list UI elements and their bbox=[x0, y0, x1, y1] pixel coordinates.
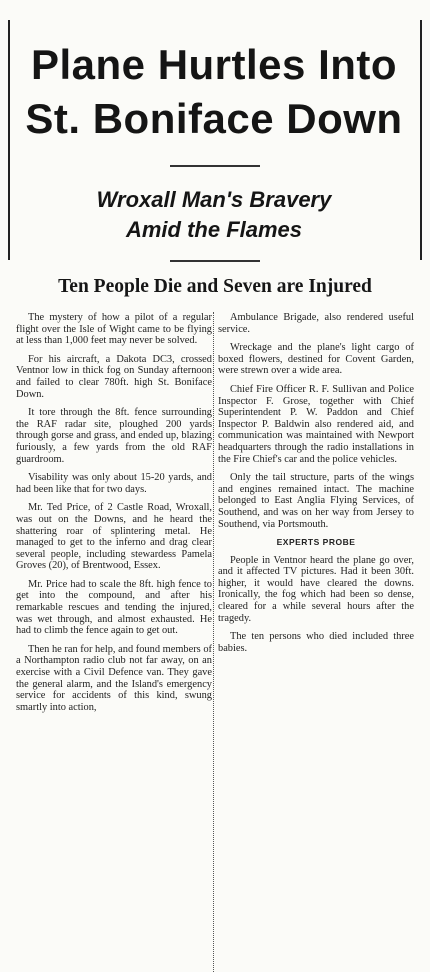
article-column-right bbox=[218, 312, 414, 661]
paragraph: Ambulance Brigade, also rendered useful service. bbox=[218, 312, 414, 335]
section-heading-experts-probe: EXPERTS PROBE bbox=[276, 537, 356, 548]
paragraph: Mr. Ted Price, of 2 Castle Road, Wroxall, was out on the Downs, and he heard the shattering roar of splintering metal. He managed to get to the inferno and drag clear several people, including stewardess Pamela Groves (20), of Brentwood, Essex. bbox=[16, 502, 212, 572]
headline-line-2: St. Boniface Down bbox=[25, 95, 403, 142]
subheadline-line-2: Amid the Flames bbox=[125, 217, 303, 242]
paragraph: Mr. Price had to scale the 8ft. high fence to get into the compound, and after his remarkable rescues and tending the injured, was wet through, and almost exhausted. He had to climb the fence again to get out. bbox=[16, 578, 212, 637]
divider-rule-bottom bbox=[170, 260, 260, 262]
headline bbox=[10, 38, 418, 146]
paragraph: Then he ran for help, and found members of a Northampton radio club not far away, on an exercise with a Civil Defence van. They gave the general alarm, and the Island's emergency service for accidents of this kind, swung smartly into action, bbox=[16, 643, 212, 713]
divider-rule-top bbox=[170, 165, 260, 167]
subheadline bbox=[10, 185, 418, 245]
paragraph: Chief Fire Officer R. F. Sullivan and Police Inspector F. Grose, together with Chief Superintendent P. W. Paddon and Chief Inspector P. Baldwin also rendered aid, and communication was maintained with Newport headquarters through the radio installations in the Fire Chief's car and the police vehicles. bbox=[218, 383, 414, 465]
paragraph: It tore through the 8ft. fence surrounding the RAF radar site, ploughed 200 yards through gorse and grass, and ended up, blazing furiously, a few yards from the old RAF guardroom. bbox=[16, 407, 212, 465]
paragraph: For his aircraft, a Dakota DC3, crossed Ventnor low in thick fog on Sunday afternoon and failed to clear 780ft. high St. Boniface Down. bbox=[16, 353, 212, 400]
paragraph: Only the tail structure, parts of the wings and engines remained intact. The machine belonged to East Anglia Flying Services, of Southend, and was on her way from Jersey to Southend, via Portsmouth. bbox=[218, 472, 414, 530]
paragraph: Visability was only about 15-20 yards, and had been like that for two days. bbox=[16, 472, 212, 495]
paragraph: The ten persons who died included three babies. bbox=[218, 631, 414, 654]
headline-line-1: Plane Hurtles Into bbox=[30, 41, 398, 88]
paragraph: Wreckage and the plane's light cargo of boxed flowers, destined for Covent Garden, were strewn over a wide area. bbox=[218, 342, 414, 377]
paragraph: People in Ventnor heard the plane go over, and it affected TV pictures. Had it been 30ft. higher, it would have cleared the downs. Ironically, the fog which had been so dense, cleared for a while several hours after the tragedy. bbox=[218, 554, 414, 624]
column-divider bbox=[213, 312, 214, 972]
deck-headline: Ten People Die and Seven are Injured bbox=[58, 276, 372, 297]
paragraph: The mystery of how a pilot of a regular flight over the Isle of Wight came to be flying at less than 1,000 feet may never be solved. bbox=[16, 312, 212, 347]
subheadline-line-1: Wroxall Man's Bravery bbox=[96, 187, 332, 212]
article-column-left bbox=[16, 312, 212, 720]
